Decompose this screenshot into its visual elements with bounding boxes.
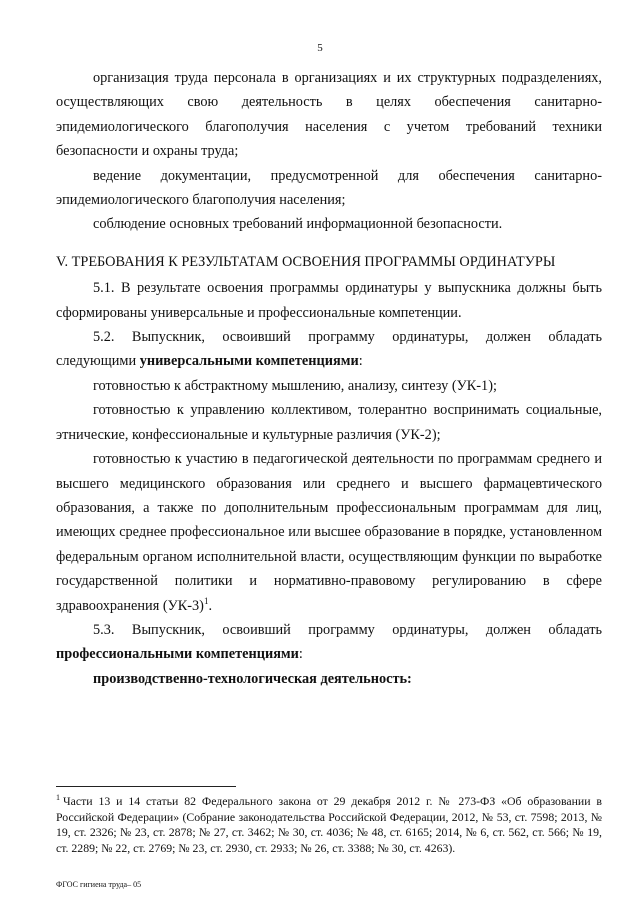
footnote <box>56 794 602 856</box>
paragraph-5-2-lead: 5.2. Выпускник, освоивший программу ординатуры, должен обладать следующими <box>56 329 602 370</box>
paragraph-5-3-tail: : <box>298 646 303 663</box>
competency-uk3-text: готовностью к участию в педагогической деятельности по программам среднего и высшего медицинского образования или среднего и высшего фармацевтического образования, а также по дополнительным профессиональным программам для лиц, имеющих среднее профессиональное или высшее образование в порядке, установленном федеральным органом исполнительной власти, осуществляющим функции по выработке государственной политики и нормативно-правовому регулированию в сфере здравоохранения (УК-3) <box>56 451 602 614</box>
footnote-separator <box>56 786 236 787</box>
footer-label: ФГОС гигиена труда– 05 <box>56 880 142 889</box>
competency-uk3 <box>56 447 602 618</box>
footnote-reference: 1 <box>203 595 209 606</box>
paragraph-5-1: 5.1. В результате освоения программы ординатуры у выпускника должны быть сформированы универсальные и профессиональные компетенции. <box>56 280 602 321</box>
competency-uk2: готовностью к управлению коллективом, толерантно воспринимать социальные, этнические, конфессиональные и культурные различия (УК-2); <box>56 402 602 443</box>
professional-competencies-term: профессиональными компетенциями <box>56 646 299 663</box>
footnote-text: Части 13 и 14 статьи 82 Федерального закона от 29 декабря 2012 г. № 273-ФЗ «Об образовании в Российской Федерации» (Собрание законодательства Российской Федерации, 2012, № 53, ст. 7598; 2013, № 19, ст. 2326; № 23, ст. 2878; № 27, ст. 3462; № 30, ст. 4036; № 48, ст. 6165; 2014, № 6, ст. 562, ст. 566; № 19, ст. 2289; № 22, ст. 2769; № 23, ст. 2930, ст. 2933; № 26, ст. 3388; № 30, ст. 4263). <box>56 794 602 855</box>
activity-heading: производственно-технологическая деятельность: <box>93 670 412 687</box>
paragraph-info-security: соблюдение основных требований информационной безопасности. <box>93 216 503 233</box>
footnote-number: 1 <box>56 793 60 803</box>
document-body <box>56 66 602 691</box>
paragraph-5-2-tail: : <box>358 353 363 370</box>
competency-uk3-end: . <box>208 597 213 614</box>
paragraph-5-3 <box>56 618 602 667</box>
paragraph-documentation: ведение документации, предусмотренной для обеспечения санитарно-эпидемиологического благополучия населения; <box>56 167 602 209</box>
competency-uk1: готовностью к абстрактному мышлению, анализу, синтезу (УК-1); <box>93 377 497 394</box>
paragraph-5-2 <box>56 325 602 374</box>
page-number: 5 <box>317 42 323 54</box>
paragraph-5-3-lead: 5.3. Выпускник, освоивший программу ординатуры, должен обладать <box>93 621 602 638</box>
section-heading: V. ТРЕБОВАНИЯ К РЕЗУЛЬТАТАМ ОСВОЕНИЯ ПРОГРАММЫ ОРДИНАТУРЫ <box>56 253 556 270</box>
paragraph-labor-organization: организация труда персонала в организациях и их структурных подразделениях, осуществляющих свою деятельность в целях обеспечения санитарно-эпидемиологического благополучия населения с учетом требований техники безопасности и охраны труда; <box>56 70 602 160</box>
universal-competencies-term: универсальными компетенциями <box>139 353 359 370</box>
